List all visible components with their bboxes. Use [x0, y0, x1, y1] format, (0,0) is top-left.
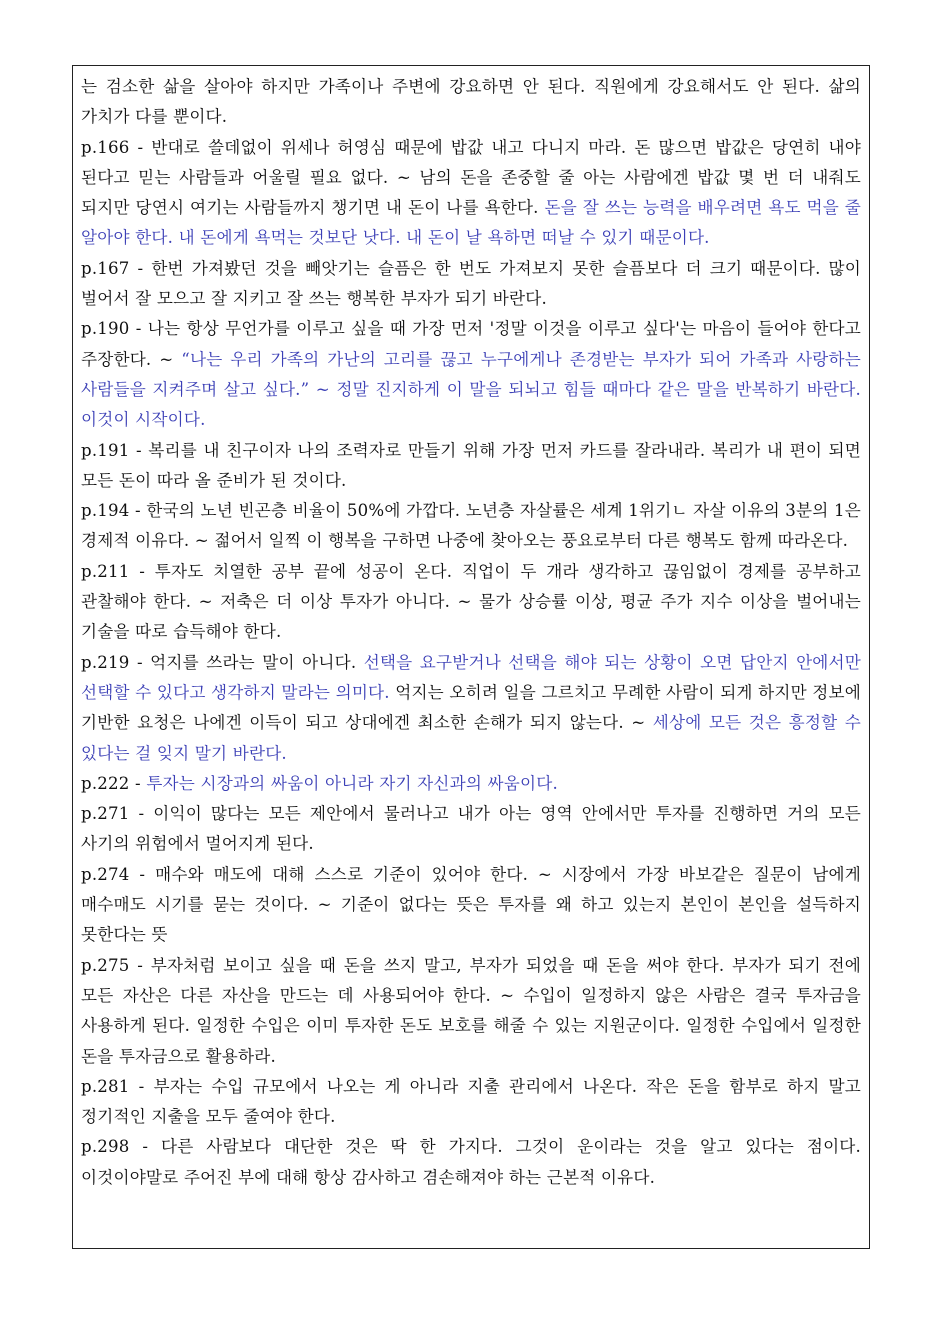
note-paragraph [81, 860, 861, 951]
note-text: p.167 - 한번 가져봤던 것을 빼앗기는 슬픔은 한 번도 가져보지 못한 슬픔보다 더 크기 때문이다. 많이 벌어서 잘 모으고 잘 지키고 잘 쓰는 행복한 부자가 되기 바란다. [81, 258, 861, 309]
note-text: p.211 - 투자도 치열한 공부 끝에 성공이 온다. 직업이 두 개라 생각하고 끊임없이 경제를 공부하고 관찰해야 한다. ~ 저축은 더 이상 투자가 아니다. ~ 물가 상승률 이상, 평균 주가 지수 이상을 벌어내는 기술을 따로 습득해야 한다. [81, 561, 861, 642]
note-text: p.271 - 이익이 많다는 모든 제안에서 물러나고 내가 아는 영역 안에서만 투자를 진행하면 거의 모든 사기의 위험에서 멀어지게 된다. [81, 804, 861, 854]
note-text: p.274 - 매수와 매도에 대해 스스로 기준이 있어야 한다. ~ 시장에서 가장 바보같은 질문이 남에게 매수매도 시기를 묻는 것이다. ~ 기준이 없다는 뜻은 투자를 왜 하고 있는지 본인이 본인을 설득하지 못한다는 뜻 [81, 864, 861, 945]
reading-notes [81, 72, 861, 1193]
note-paragraph [81, 769, 861, 799]
highlighted-text: 선택을 요구받거나 선택을 해야 되는 상황이 오면 답안지 안에서만 선택할 수 있다고 생각하지 말라는 의미다. [81, 652, 861, 702]
note-text: p.275 - 부자처럼 보이고 싶을 때 돈을 쓰지 말고, 부자가 되었을 때 돈을 써야 한다. 부자가 되기 전에 모든 자산은 다른 자산을 만드는 데 사용되어야 한다. ~ 수입이 일정하지 않은 사람은 결국 투자금을 사용하게 된다. 일정한 수입은 이미 투자한 돈도 보호를 해줄 수 있는 지원군이다. 일정한 수입에서 일정한 돈을 투자금으로 활용하라. [81, 955, 861, 1066]
note-paragraph [81, 1132, 861, 1193]
note-paragraph [81, 557, 861, 648]
note-text: 억지는 오히려 일을 그르치고 무례한 사람이 되게 하지만 정보에 기반한 요청은 나에겐 이득이 되고 상대에겐 최소한 손해가 되지 않는다. ~ [81, 682, 861, 733]
note-text: p.281 - 부자는 수입 규모에서 나오는 게 아니라 지출 관리에서 나온다. 작은 돈을 함부로 하지 말고 정기적인 지출을 모두 줄여야 한다. [81, 1076, 861, 1127]
note-text: p.190 - 나는 항상 무언가를 이루고 싶을 때 가장 먼저 '정말 이것을 이루고 싶다'는 마음이 들어야 한다고 주장한다. ~ [81, 319, 861, 369]
note-text: p.194 - 한국의 노년 빈곤층 비율이 50%에 가깝다. 노년층 자살률은 세계 1위기ㄴ 자살 이유의 3분의 1은 경제적 이유다. ~ 젊어서 일찍 이 행복을 구하면 나중에 찾아오는 풍요로부터 다른 행복도 함께 따라온다. [81, 501, 861, 551]
note-text: p.166 - 반대로 쓸데없이 위세나 허영심 때문에 밥값 내고 다니지 마라. 돈 많으면 밥값은 당연히 내야 된다고 믿는 사람들과 어울릴 필요 없다. ~ 남의 돈을 존중할 줄 아는 사람에겐 밥값 몇 번 더 내줘도 되지만 당연시 여기는 사람들까지 챙기면 내 돈이 나를 욕한다. [81, 137, 861, 218]
note-paragraph [81, 72, 861, 133]
note-paragraph [81, 314, 861, 435]
note-paragraph [81, 436, 861, 497]
note-paragraph [81, 254, 861, 315]
note-paragraph [81, 951, 861, 1072]
highlighted-text: 돈을 잘 쓰는 능력을 배우려면 욕도 먹을 줄 알아야 한다. 내 돈에게 욕먹는 것보단 낫다. 내 돈이 날 욕하면 떠날 수 있기 때문이다. [81, 198, 862, 248]
note-text: p.219 - 억지를 쓰라는 말이 아니다. [81, 652, 364, 672]
note-paragraph [81, 648, 861, 769]
note-paragraph [81, 799, 861, 860]
document-page-frame [72, 65, 870, 1249]
note-paragraph [81, 133, 861, 254]
note-paragraph [81, 496, 861, 557]
highlighted-text: 세상에 모든 것은 흥정할 수 있다는 걸 잊지 말기 바란다. [81, 713, 861, 763]
note-text: p.191 - 복리를 내 친구이자 나의 조력자로 만들기 위해 가장 먼저 카드를 잘라내라. 복리가 내 편이 되면 모든 돈이 따라 올 준비가 된 것이다. [81, 440, 861, 490]
note-text: p.298 - 다른 사람보다 대단한 것은 딱 한 가지다. 그것이 운이라는 것을 알고 있다는 점이다. 이것이야말로 주어진 부에 대해 항상 감사하고 겸손해져야 하는 근본적 이유다. [81, 1137, 861, 1187]
note-text: p.222 - [81, 773, 147, 793]
note-text: 는 검소한 삶을 살아야 하지만 가족이나 주변에 강요하면 안 된다. 직원에게 강요해서도 안 된다. 삶의 가치가 다를 뿐이다. [81, 77, 861, 127]
highlighted-text: 투자는 시장과의 싸움이 아니라 자기 자신과의 싸움이다. [146, 773, 558, 793]
note-paragraph [81, 1072, 861, 1133]
highlighted-text: “나는 우리 가족의 가난의 고리를 끊고 누구에게나 존경받는 부자가 되어 가족과 사랑하는 사람들을 지켜주며 살고 싶다.” ~ 정말 진지하게 이 말을 되뇌고 힘들 때마다 같은 말을 반복하기 바란다. 이것이 시작이다. [81, 349, 861, 430]
